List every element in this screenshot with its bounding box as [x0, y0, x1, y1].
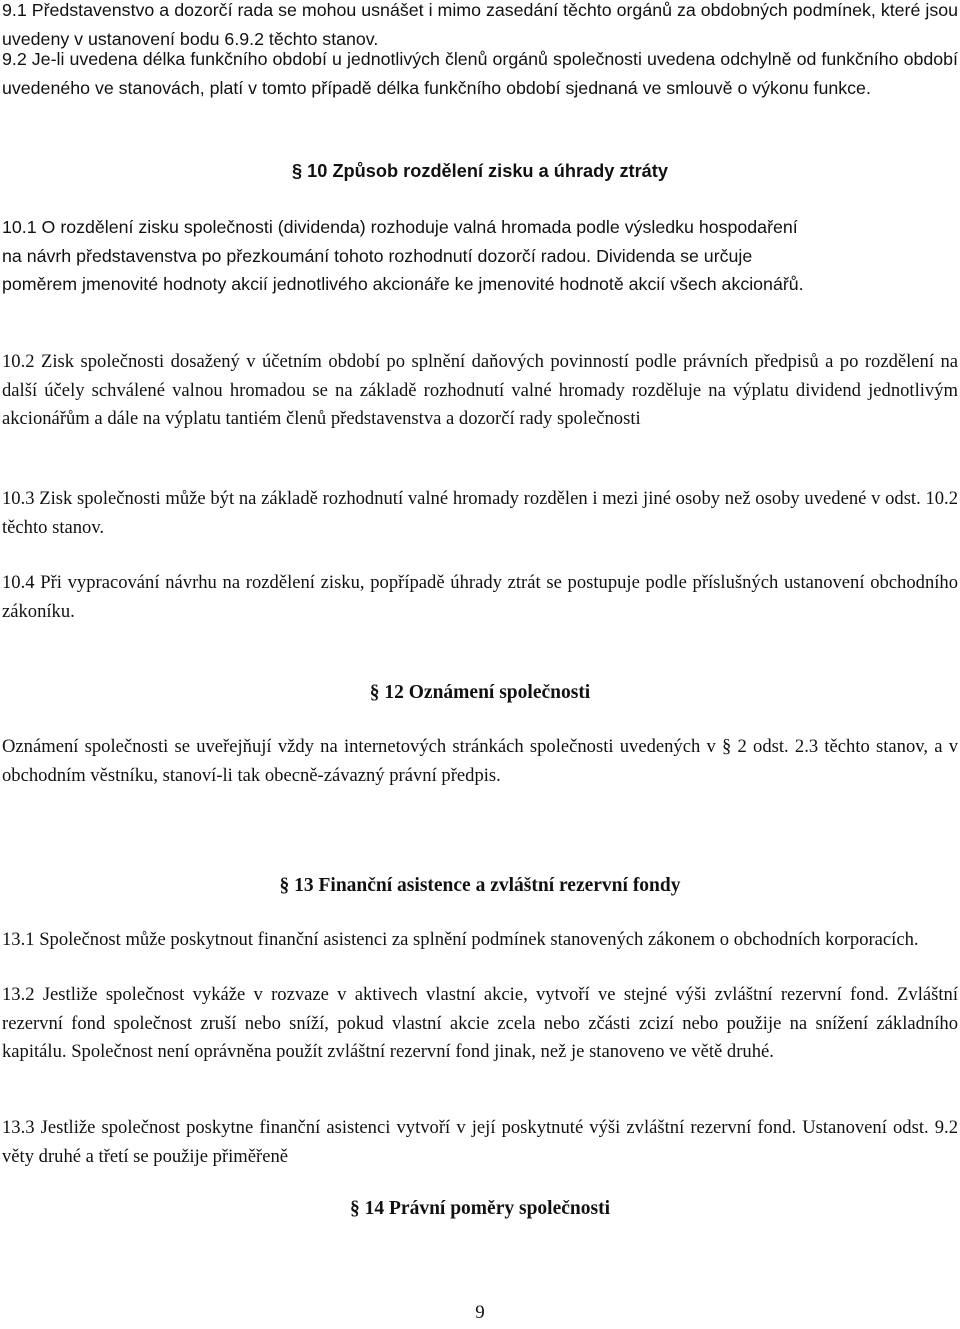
paragraph-13-3: 13.3 Jestliže společnost poskytne finanční asistenci vytvoří v její poskytnuté výši zvláštní rezervní fond. Ustanovení odst. 9.2 věty druhé a třetí se použije přiměřeně	[2, 1117, 958, 1167]
paragraph-9-1: 9.1 Představenstvo a dozorčí rada se mohou usnášet i mimo zasedání těchto orgánů za obdobných podmínek, které jsou uvedeny v ustanovení bodu 6.9.2 těchto stanov.	[2, 0, 958, 49]
paragraph-13-2: 13.2 Jestliže společnost vykáže v rozvaze v aktivech vlastní akcie, vytvoří ve stejné výši zvláštní rezervní fond. Zvláštní rezervní fond společnost zruší nebo sníží, pokud vlastní akcie zcela nebo zčásti zcizí nebo použije na snížení základního kapitálu. Společnost není oprávněna použít zvláštní rezervní fond jinak, než je stanoveno ve větě druhé.	[2, 984, 958, 1063]
paragraph-10-3: 10.3 Zisk společnosti může být na základě rozhodnutí valné hromady rozdělen i mezi jiné osoby než osoby uvedené v odst. 10.2 těchto stanov.	[2, 488, 958, 538]
paragraph-10-1: 10.1 O rozdělení zisku společnosti (dividenda) rozhoduje valná hromada podle výsledku hospodaření na návrh představenstva po přezkoumání tohoto rozhodnutí dozorčí radou. Dividenda se určuje poměrem jmenovité hodnoty akcií jednotlivého akcionáře ke jmenovité hodnotě akcií všech akcionářů.	[2, 217, 804, 295]
paragraph-13-1: 13.1 Společnost může poskytnout finanční asistenci za splnění podmínek stanovených zákonem o obchodních korporacích.	[2, 929, 919, 950]
section-heading-14: § 14 Právní poměry společnosti	[350, 1198, 610, 1219]
section-heading-12: § 12 Oznámení společnosti	[369, 682, 591, 703]
section-heading-13: § 13 Finanční asistence a zvláštní rezervní fondy	[279, 875, 681, 896]
page-number: 9	[475, 1302, 485, 1323]
paragraph-12: Oznámení společnosti se uveřejňují vždy na internetových stránkách společnosti uvedených v § 2 odst. 2.3 těchto stanov, a v obchodním věstníku, stanoví-li tak obecně-závazný právní předpis.	[2, 736, 958, 786]
paragraph-9-2: 9.2 Je-li uvedena délka funkčního období u jednotlivých členů orgánů společnosti uvedena odchylně od funkčního období uvedeného ve stanovách, platí v tomto případě délka funkčního období sjednaná ve smlouvě o výkonu funkce.	[2, 49, 958, 98]
section-heading-10: § 10 Způsob rozdělení zisku a úhrady ztráty	[292, 161, 668, 181]
paragraph-10-4: 10.4 Při vypracování návrhu na rozdělení zisku, popřípadě úhrady ztrát se postupuje podle příslušných ustanovení obchodního zákoníku.	[2, 572, 958, 622]
paragraph-10-2: 10.2 Zisk společnosti dosažený v účetním období po splnění daňových povinností podle právních předpisů a po rozdělení na další účely schválené valnou hromadou se na základě rozhodnutí valné hromady rozděluje na výplatu dividend jednotlivým akcionářům a dále na výplatu tantiém členů představenstva a dozorčí rady společnosti	[2, 351, 958, 430]
